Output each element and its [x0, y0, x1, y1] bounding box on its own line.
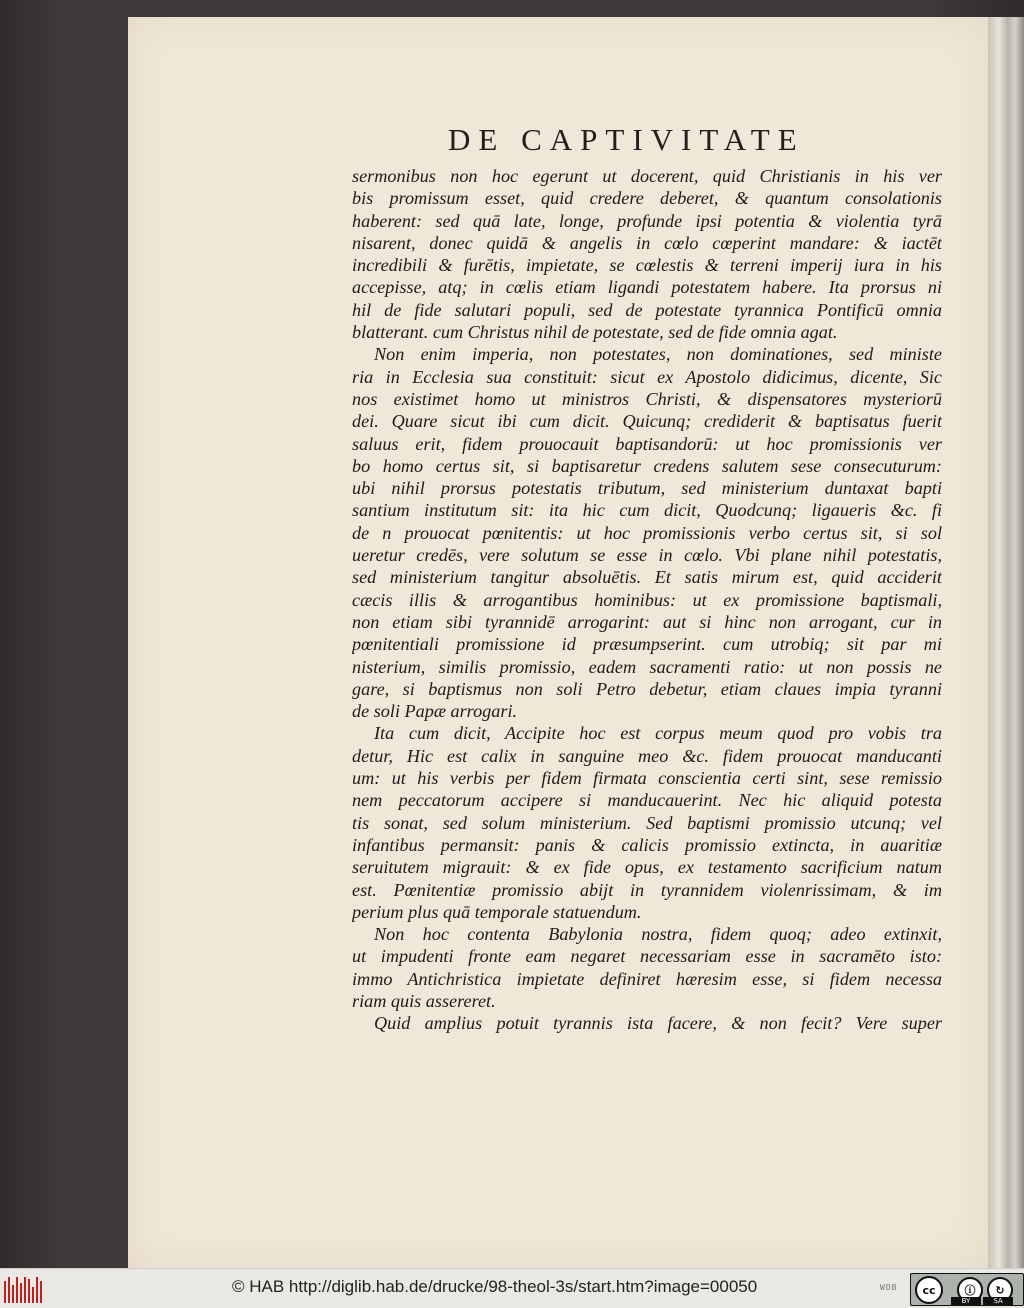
text-line: detur, Hic est calix in sanguine meo &c. fidem prouocat manducanti [352, 745, 942, 766]
text-line: santium institutum sit: ita hic cum dicit, Quodcunq; ligaueris &c. fi [352, 500, 942, 521]
text-line: seruitutem migrauit: & ex fide opus, ex testamento sacrificium natum [352, 857, 942, 878]
text-line: est. Pœnitentiæ promissio abijt in tyrannidem violenrissimam, & im [352, 879, 942, 900]
text-line: incredibili & furētis, impietate, se cœlestis & terreni imperij iura in his [352, 255, 942, 276]
text-line: Non enim imperia, non potestates, non dominationes, sed ministe [374, 344, 942, 365]
text-line: saluus erit, fidem prouocauit baptisandorū: ut hoc promissionis ver [352, 433, 942, 454]
text-line: perium plus quā temporale statuendum. [352, 901, 642, 922]
text-line: blatterant. cum Christus nihil de potestate, sed de fide omnia agat. [352, 322, 838, 343]
text-line: accepisse, atq; in cœlis etiam ligandi potestatem habere. Ita prorsus ni [352, 277, 942, 298]
copyright-credit-link[interactable]: © HAB http://diglib.hab.de/drucke/98-theol-3s/start.htm?image=00050 [232, 1277, 758, 1296]
attribution-icon: ⓘ [957, 1277, 983, 1303]
text-line: hil de fide salutari populi, sed de potestate tyrannica Pontificū omnia [352, 299, 942, 320]
text-line: de soli Papæ arrogari. [352, 701, 518, 722]
cc-license-badge[interactable] [910, 1273, 1024, 1306]
text-line: pœnitentiali promissione id præsumpserint. cum utrobiq; sit par mi [352, 634, 942, 655]
text-line: nem peccatorum accipere si manducauerint. Nec hic aliquid potesta [352, 790, 942, 811]
text-line: riam quis assereret. [352, 990, 496, 1011]
text-line: Non hoc contenta Babylonia nostra, fidem quoq; adeo extinxit, [374, 924, 942, 945]
running-head: DE CAPTIVITATE [448, 122, 805, 157]
text-line: sermonibus non hoc egerunt ut docerent, quid Christianis in his ver [352, 166, 942, 186]
text-line: ueretur credēs, vere solutum se esse in cœlo. Vbi plane nihil potestatis, [352, 545, 942, 566]
text-line: immo Antichristica impietate definiret hæresim esse, si fidem necessa [352, 968, 942, 989]
text-line: infantibus permansit: panis & calicis promissio extincta, in auaritiæ [352, 834, 942, 855]
text-line: dei. Quare sicut ibi cum dicit. Quicunq; crediderit & baptisatus fuerit [352, 411, 942, 432]
footer-bar [0, 1268, 1024, 1308]
text-line: Quid amplius potuit tyrannis ista facere, & non fecit? Vere super [374, 1013, 942, 1034]
wdb-label: WDB [880, 1283, 898, 1292]
text-line: nisterium, similis promissio, eadem sacramenti ratio: ut non possis ne [352, 656, 942, 677]
text-line: tis sonat, sed solum ministerium. Sed baptismi promissio utcunq; vel [352, 812, 942, 833]
by-label: BY [951, 1297, 981, 1305]
text-line: ut impudenti fronte eam negaret necessariam esse in sacramēto isto: [352, 946, 942, 967]
text-line: de n prouocat pœnitentis: ut hoc promissionis verbo certus sit, si sol [352, 522, 942, 543]
text-line: ria in Ecclesia sua constituit: sicut ex Apostolo didicimus, dicente, Sic [352, 366, 942, 387]
text-line: bis promissum esset, quid credere deberet, & quantum consolationis [352, 188, 942, 209]
text-line: haberent: sed quā late, longe, profunde ipsi potentia & violentia tyrā [352, 210, 942, 231]
text-line: ubi nihil prorsus potestatis tributum, sed ministerium duntaxat bapti [352, 478, 942, 499]
page-stack-edge [988, 17, 1024, 1268]
page-text-block [352, 165, 942, 1035]
creative-commons-icon: cc [915, 1276, 943, 1304]
text-line: cæcis illis & arrogantibus hominibus: ut ex promissione baptismali, [352, 589, 942, 610]
share-alike-icon: ↻ [987, 1277, 1013, 1303]
hab-logo-icon [4, 1275, 44, 1303]
text-line: gare, si baptismus non soli Petro debetur, etiam claues impia tyranni [352, 678, 942, 699]
text-line: um: ut his verbis per fidem firmata conscientia certi sint, sese remissio [352, 768, 942, 789]
text-line: non etiam sibi tyrannidē arrogarint: aut si hinc non arrogant, cur in [352, 611, 942, 632]
text-line: bo homo certus sit, si baptisaretur credens salutem sese consecuturum: [352, 455, 942, 476]
text-line: sed ministerium tangitur absoluētis. Et satis mirum est, quid acciderit [352, 567, 942, 588]
text-line: nos existimet homo ut ministros Christi, & dispensatores mysteriorū [352, 388, 942, 409]
text-line: nisarent, donec quidā & angelis in cœlo cœperint mandare: & iactēt [352, 232, 942, 253]
sa-label: SA [983, 1297, 1013, 1305]
text-line: Ita cum dicit, Accipite hoc est corpus meum quod pro vobis tra [374, 723, 942, 744]
